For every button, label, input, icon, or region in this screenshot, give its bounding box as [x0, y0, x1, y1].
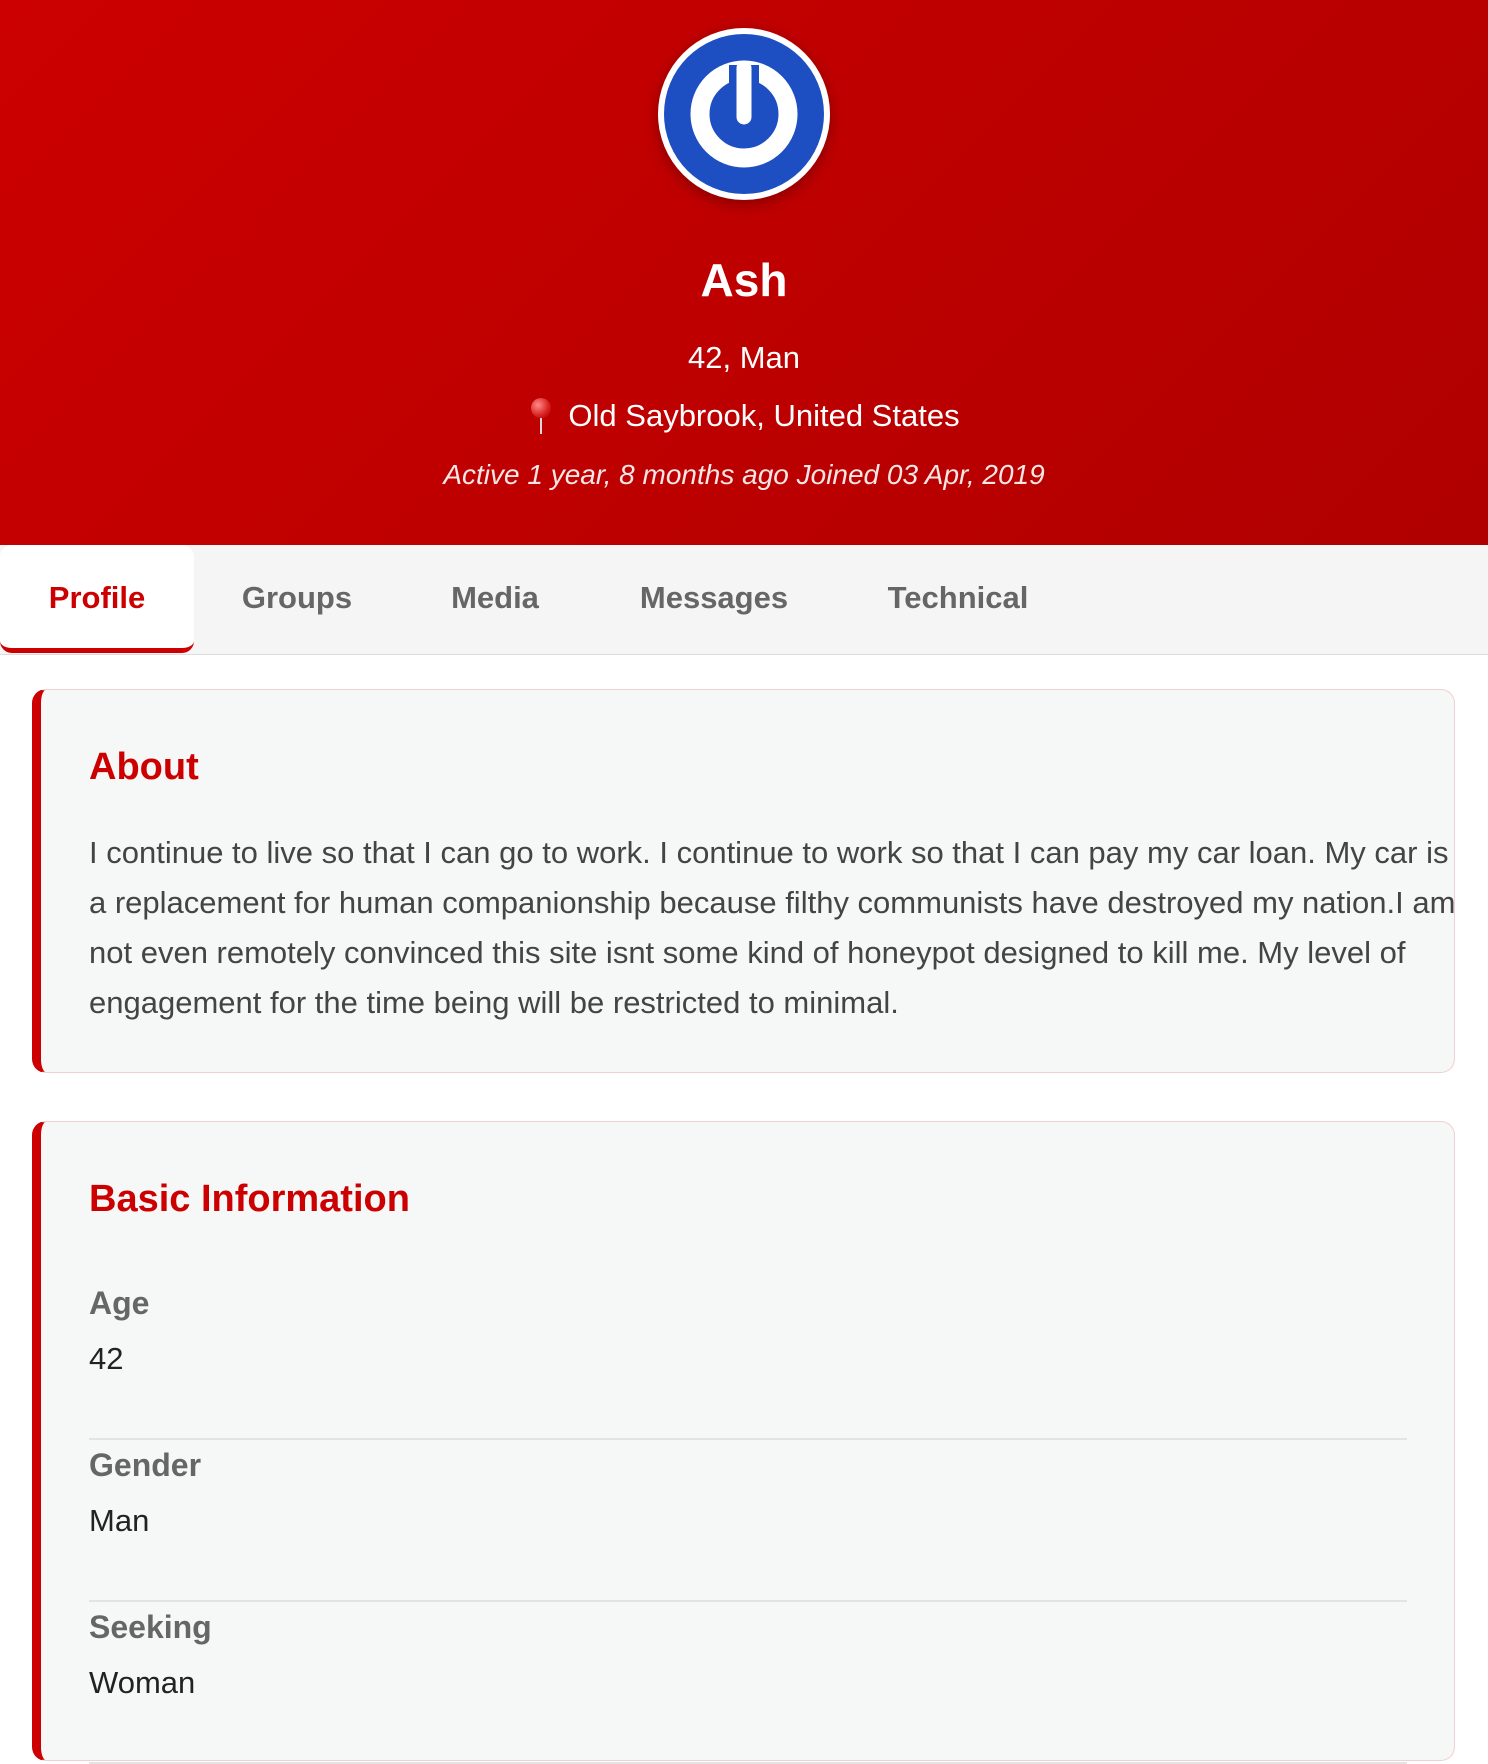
info-value: 42: [89, 1341, 124, 1376]
tab-technical[interactable]: Technical: [887, 580, 1029, 615]
profile-name: Ash: [700, 254, 788, 306]
info-label: Seeking: [89, 1609, 212, 1645]
info-row-gender: [89, 1442, 1407, 1602]
power-icon: [689, 59, 799, 169]
profile-location-text: Old Saybrook, United States: [568, 398, 960, 433]
basic-information-title: Basic Information: [89, 1178, 410, 1220]
profile-location: [0, 394, 1488, 438]
tab-profile[interactable]: Profile: [0, 545, 194, 653]
info-label: Gender: [89, 1447, 202, 1483]
avatar[interactable]: [658, 28, 830, 200]
tab-groups[interactable]: Groups: [241, 580, 353, 615]
tab-media[interactable]: Media: [451, 580, 539, 615]
info-label: Age: [89, 1285, 150, 1321]
info-row-seeking: [89, 1604, 1407, 1764]
profile-header: [0, 0, 1488, 545]
profile-age-gender: 42, Man: [687, 340, 800, 375]
profile-tabs: [0, 545, 1488, 655]
info-value: Woman: [89, 1665, 196, 1700]
about-title: About: [89, 746, 199, 788]
tab-messages[interactable]: Messages: [639, 580, 789, 615]
info-row-age: [89, 1280, 1407, 1440]
about-text: I continue to live so that I can go to work. I continue to work so that I can pay my car loan. My car is a replacement for human companionship because filthy communists have destroyed my nation.I am not even remotely convinced this site isnt some kind of honeypot designed to kill me. My level of engagement for the time being will be restricted to minimal.: [89, 835, 1456, 1020]
info-value: Man: [89, 1503, 150, 1538]
about-card: [32, 689, 1455, 1073]
pin-icon: [528, 398, 554, 434]
profile-activity: Active 1 year, 8 months ago Joined 03 Apr, 2019: [443, 459, 1045, 490]
basic-information-card: [32, 1121, 1455, 1761]
avatar-image: [664, 34, 824, 194]
